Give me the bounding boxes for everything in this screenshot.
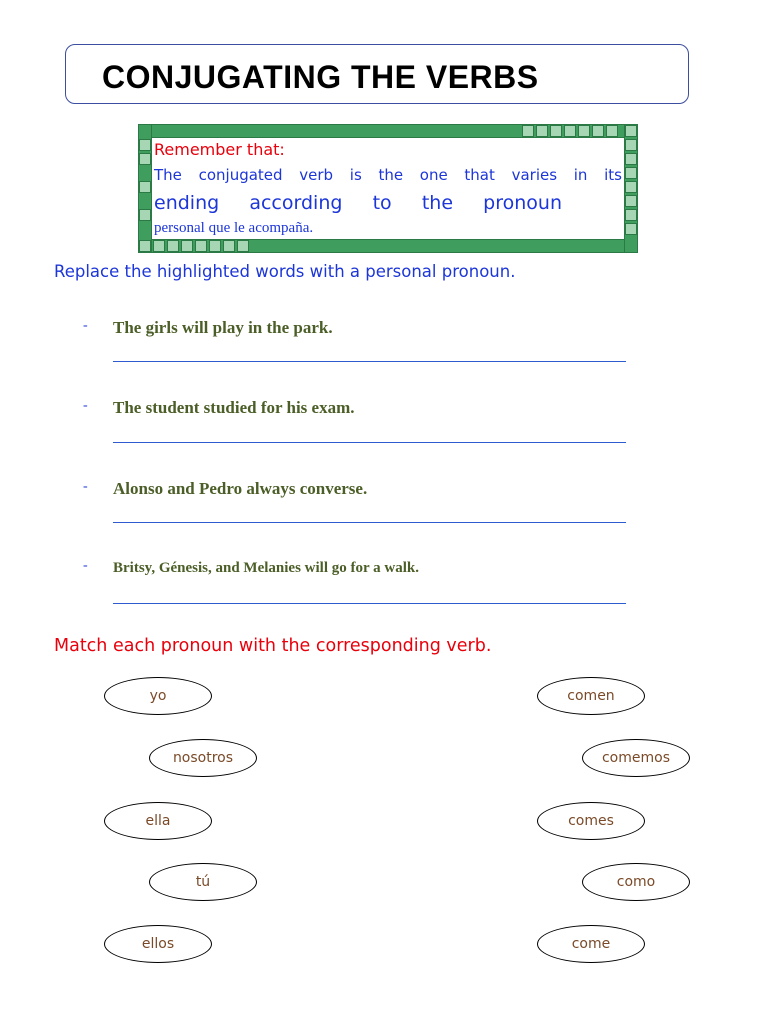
list-dash: - [83, 398, 88, 413]
answer-line-3[interactable] [113, 522, 626, 523]
frame-tile [167, 240, 179, 252]
frame-tile [139, 153, 151, 165]
frame-tile [625, 167, 637, 179]
frame-tile [625, 125, 637, 137]
frame-tile [139, 181, 151, 193]
answer-line-2[interactable] [113, 442, 626, 443]
verb-oval-comes[interactable]: comes [537, 802, 645, 840]
remember-line-2: ending according to the pronoun [154, 192, 562, 214]
frame-tile [536, 125, 548, 137]
instruction-replace: Replace the highlighted words with a personal pronoun. [54, 262, 516, 281]
frame-tile [237, 240, 249, 252]
frame-tile [606, 125, 618, 137]
frame-tile [625, 139, 637, 151]
frame-tile [592, 125, 604, 137]
exercise-sentence: The girls will play in the park. [113, 318, 333, 337]
pronoun-oval-yo[interactable]: yo [104, 677, 212, 715]
exercise-sentence: Alonso and Pedro always converse. [113, 479, 368, 498]
frame-tile [522, 125, 534, 137]
frame-tile [181, 240, 193, 252]
list-dash: - [83, 318, 88, 333]
frame-tile [564, 125, 576, 137]
remember-line-3: personal que le acompaña. [154, 220, 314, 236]
frame-tile [625, 153, 637, 165]
frame-border-top [138, 124, 638, 138]
list-dash: - [83, 479, 88, 494]
pronoun-oval-nosotros[interactable]: nosotros [149, 739, 257, 777]
pronoun-oval-ella[interactable]: ella [104, 802, 212, 840]
remember-heading: Remember that: [154, 140, 285, 159]
answer-line-4[interactable] [113, 603, 626, 604]
instruction-match: Match each pronoun with the corresponding verb. [54, 636, 492, 656]
pronoun-oval-ellos[interactable]: ellos [104, 925, 212, 963]
verb-oval-comemos[interactable]: comemos [582, 739, 690, 777]
frame-tile [153, 240, 165, 252]
frame-tile [625, 209, 637, 221]
frame-tile [139, 139, 151, 151]
frame-tile [625, 223, 637, 235]
verb-oval-comen[interactable]: comen [537, 677, 645, 715]
remember-line-1: The conjugated verb is the one that varies in its [154, 166, 622, 184]
frame-tile [223, 240, 235, 252]
frame-tile [625, 195, 637, 207]
page-title: CONJUGATING THE VERBS [102, 59, 539, 95]
frame-tile [625, 181, 637, 193]
frame-tile [578, 125, 590, 137]
pronoun-oval-tu[interactable]: tú [149, 863, 257, 901]
answer-line-1[interactable] [113, 361, 626, 362]
title-box [65, 44, 689, 104]
frame-tile [209, 240, 221, 252]
frame-tile [550, 125, 562, 137]
frame-tile [139, 209, 151, 221]
exercise-sentence: The student studied for his exam. [113, 398, 355, 417]
verb-oval-come[interactable]: come [537, 925, 645, 963]
exercise-sentence: Britsy, Génesis, and Melanies will go for a walk. [113, 560, 419, 576]
list-dash: - [83, 558, 88, 573]
frame-tile [139, 240, 151, 252]
frame-tile [195, 240, 207, 252]
verb-oval-como[interactable]: como [582, 863, 690, 901]
